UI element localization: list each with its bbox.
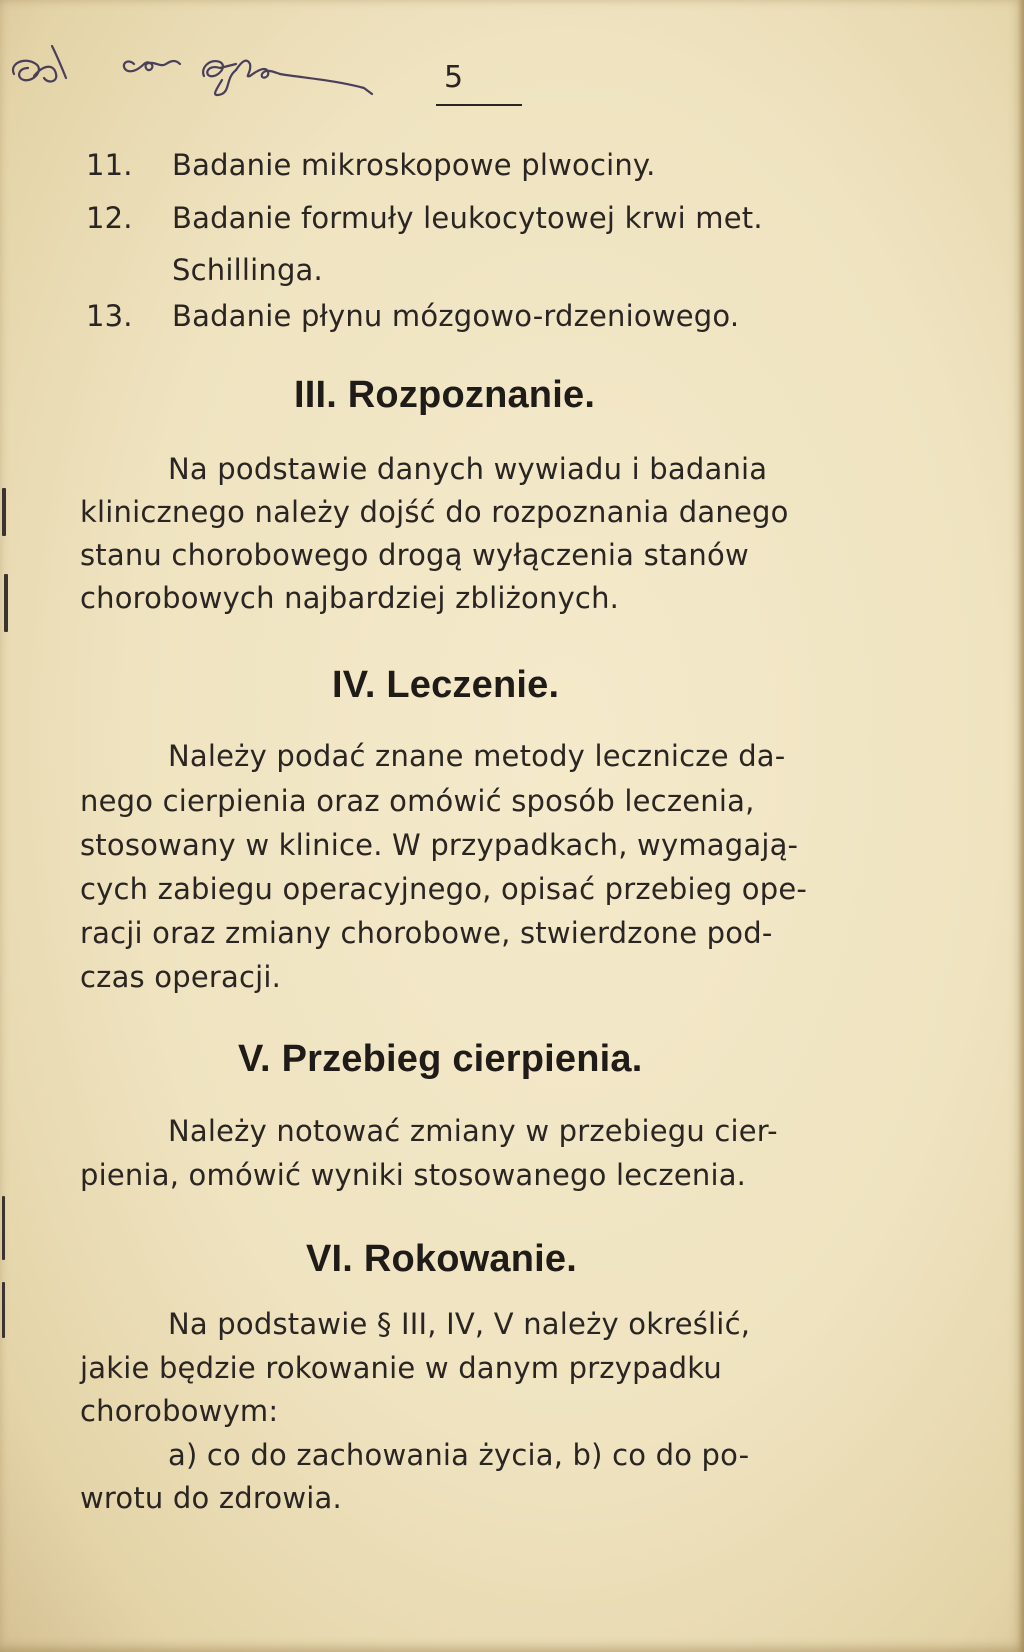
paragraph-line: chorobowym: bbox=[80, 1394, 279, 1428]
paragraph-line: a) co do zachowania życia, b) co do po- bbox=[168, 1438, 750, 1472]
list-item-text: Schillinga. bbox=[172, 253, 323, 287]
paragraph-line: Należy notować zmiany w przebiegu cier- bbox=[168, 1114, 778, 1148]
list-item-number: 11. bbox=[86, 148, 133, 182]
page-number-rule bbox=[436, 104, 522, 106]
paragraph-line: Na podstawie danych wywiadu i badania bbox=[168, 452, 768, 486]
binding-mark bbox=[2, 1282, 5, 1338]
list-item-text: Badanie formuły leukocytowej krwi met. bbox=[172, 201, 763, 235]
section-heading: VI. Rokowanie. bbox=[306, 1238, 577, 1280]
paragraph-line: cych zabiegu operacyjnego, opisać przebieg ope- bbox=[80, 872, 808, 906]
paragraph-line: pienia, omówić wyniki stosowanego leczenia. bbox=[80, 1158, 747, 1192]
paragraph-line: wrotu do zdrowia. bbox=[80, 1481, 342, 1515]
list-item-number: 12. bbox=[86, 201, 133, 235]
paragraph-line: jakie będzie rokowanie w danym przypadku bbox=[80, 1351, 722, 1385]
list-item-number: 13. bbox=[86, 299, 133, 333]
binding-mark bbox=[4, 574, 8, 632]
list-item-text: Badanie płynu mózgowo-rdzeniowego. bbox=[172, 299, 740, 333]
list-item-text: Badanie mikroskopowe plwociny. bbox=[172, 148, 656, 182]
binding-mark bbox=[2, 1196, 5, 1260]
section-heading: III. Rozpoznanie. bbox=[294, 374, 596, 416]
page-number: 5 bbox=[444, 60, 464, 95]
paragraph-line: czas operacji. bbox=[80, 960, 282, 994]
paragraph-line: klinicznego należy dojść do rozpoznania danego bbox=[80, 495, 789, 529]
section-heading: V. Przebieg cierpienia. bbox=[238, 1038, 643, 1080]
paragraph-line: chorobowych najbardziej zbliżonych. bbox=[80, 581, 620, 615]
page-edge bbox=[1018, 0, 1024, 1652]
handwritten-note bbox=[4, 34, 404, 114]
paragraph-line: Należy podać znane metody lecznicze da- bbox=[168, 739, 786, 773]
paragraph-line: Na podstawie § III, IV, V należy określić, bbox=[168, 1307, 751, 1341]
section-heading: IV. Leczenie. bbox=[332, 664, 560, 706]
paragraph-line: stanu chorobowego drogą wyłączenia stanów bbox=[80, 538, 749, 572]
binding-mark bbox=[2, 488, 6, 536]
paragraph-line: nego cierpienia oraz omówić sposób leczenia, bbox=[80, 784, 755, 818]
paragraph-line: racji oraz zmiany chorobowe, stwierdzone pod- bbox=[80, 916, 773, 950]
paragraph-line: stosowany w klinice. W przypadkach, wymagają- bbox=[80, 828, 799, 862]
